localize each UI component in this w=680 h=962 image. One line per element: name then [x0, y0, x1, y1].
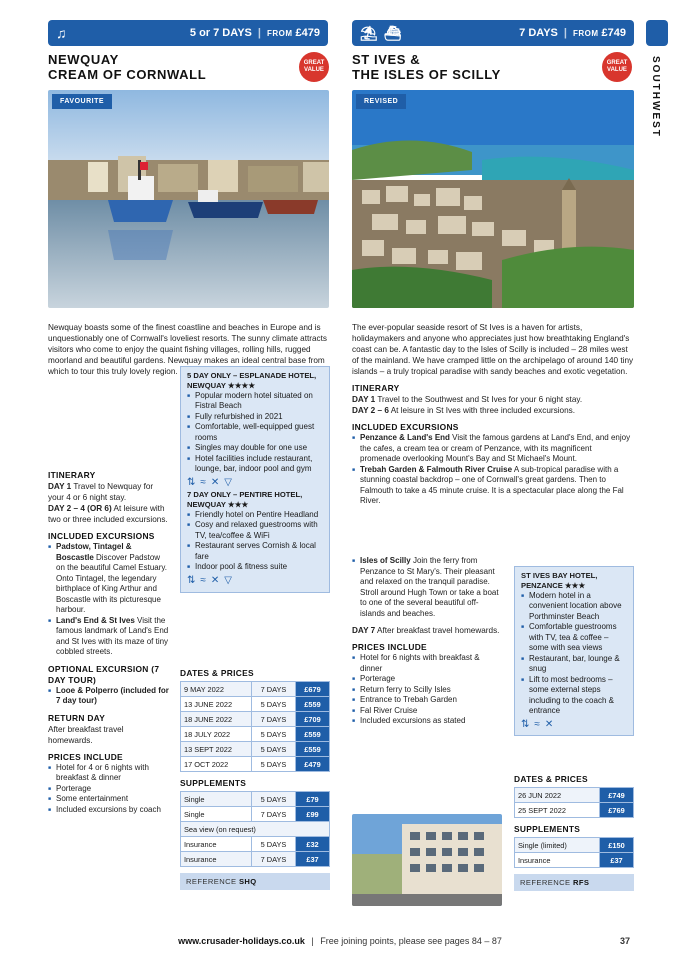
table-row: Single 7 DAYS £99 — [181, 807, 330, 822]
right-price: £749 — [601, 27, 626, 39]
restaurant-icon: ✕ — [210, 574, 220, 586]
beach-icon: ⛱ — [360, 24, 378, 41]
table-row: 18 JULY 2022 5 DAYS £559 — [181, 727, 330, 742]
right-intro: The ever-popular seaside resort of St Ives is a haven for artists, holidaymakers and anyone who appreciates just how breathtaking England's coast can be. A fantastic day to the Isles of Scilly is included – 28 miles west of the mainland. We have cramped little on the archipelago of around 140 tiny islands – a truly tropical paradise with sandy beaches and exotic vegetation. ITINERARY DAY 1 Travel to the Southwest and St Ives for your 6 night stay. DAY 2 – 6 At leisure in St Ives with three included excursions. INCLUDED EXCURSIONS ■ Penzance & Land's End Visit the famous gardens at Land's End, and enjoy the cafes, a cream tea or cream of Penzance, with its magnificent promenade overlooking Mount's Bay and St Michael's Mount. ■ Trebah Garden & Falmouth River Cruise A sub-tropical paradise with a stunning coastal backdrop – one of Cornwall's great gardens. Then to Falmouth to take a 45 minute cruise. It is a spectacular place along the Fal River. — [352, 322, 634, 507]
table-row: Insurance £37 — [515, 853, 634, 868]
left-intro-top: Newquay boasts some of the finest coastline and beaches in Europe and is unquestionably one of Cornwall's loveliest resorts. The sunny climate attracts visitors who come to enjoy the quaint fishing villages, rolling hills, rugged moorland and beautiful gardens. Newquay makes an ideal central base from which to tour this truly lovely region. — [48, 323, 328, 376]
left-price: £479 — [295, 27, 320, 39]
left-days: 5 or 7 DAYS — [189, 27, 252, 39]
left-favourite-tag: FAVOURITE — [52, 94, 112, 109]
table-row: Insurance 5 DAYS £32 — [181, 837, 330, 852]
left-header-bar: ♫ 5 or 7 DAYS | FROM £479 — [48, 20, 328, 46]
table-row: 26 JUN 2022 £749 — [515, 788, 634, 803]
table-row: Single (limited) £150 — [515, 838, 634, 853]
table-row: 13 SEPT 2022 5 DAYS £559 — [181, 742, 330, 757]
right-title: ST IVES & THE ISLES OF SCILLY — [352, 52, 501, 82]
table-row: Single 5 DAYS £79 — [181, 792, 330, 807]
right-dates-prices: DATES & PRICES 26 JUN 2022 £749 25 SEPT 2022 £769 SUPPLEMENTS Single (limited) £150 Insurance £37 REFERENCE RFS — [514, 774, 634, 891]
footer-text: Free joining points, please see pages 84 – 87 — [320, 936, 502, 946]
left-reference: REFERENCE SHQ — [180, 873, 330, 890]
right-reference: REFERENCE RFS — [514, 874, 634, 891]
left-prices-include-heading: PRICES INCLUDE — [48, 751, 123, 762]
pool-icon: ≈ — [200, 574, 206, 586]
music-icon: ♫ — [56, 25, 67, 41]
hotel1-title: 5 DAY ONLY – ESPLANADE HOTEL, NEWQUAY ★★★★ — [187, 371, 317, 390]
table-row: 18 JUNE 2022 7 DAYS £709 — [181, 712, 330, 727]
table-row: 17 OCT 2022 5 DAYS £479 — [181, 757, 330, 772]
restaurant-icon: ✕ — [210, 476, 220, 488]
lift-icon: ⇅ — [521, 718, 530, 730]
left-hotel-box: 5 DAY ONLY – ESPLANADE HOTEL, NEWQUAY ★★★★ ■ Popular modern hotel situated on Fistral Beach ■ Fully refurbished in 2021 ■ Comfortable, well-equipped guest rooms ■ Singles may double for one use ■ Hotel facilities include restaurant, lounge, bar, indoor pool and gym ⇅ ≈ ✕ ▽ 7 DAY ONLY – PENTIRE HOTEL, NEWQUAY ★★★ ■ Friendly hotel on Pentire Headland ■ Cosy and relaxed guestrooms with TV, tea/coffee & WiFi ■ Restaurant serves Cornish & local fare ■ Indoor pool & fitness suite ⇅ ≈ ✕ ▽ — [180, 366, 330, 593]
right-text-lower: ■ Isles of Scilly Join the ferry from Penzance to St Mary's. Their pleasant and relaxed on the tranquil paradise. Stroll around Hugh Town or take a boat to one of the several beautiful off-islands and beaches. DAY 7 After breakfast travel homewards. PRICES INCLUDE ■ Hotel for 6 nights with breakfast & dinner ■ Porterage ■ Return ferry to Scilly Isles ■ Entrance to Trebah Garden ■ Fal River Cruise ■ Included excursions as stated — [352, 556, 502, 727]
page-number: 37 — [620, 936, 631, 946]
ferry-icon: ⛴ — [383, 24, 402, 41]
right-great-value-badge: GREAT VALUE — [602, 52, 632, 82]
table-row: 9 MAY 2022 7 DAYS £679 — [181, 682, 330, 697]
left-from-label: FROM — [266, 28, 293, 38]
right-revised-tag: REVISED — [356, 94, 406, 109]
left-return-heading: RETURN DAY — [48, 712, 106, 723]
footer: www.crusader-holidays.co.uk | Free joining points, please see pages 84 – 87 — [178, 936, 502, 946]
left-optional-heading: OPTIONAL EXCURSION (7 DAY TOUR) — [48, 663, 160, 685]
left-excursions-heading: INCLUDED EXCURSIONS — [48, 531, 155, 541]
hotel2-title: 7 DAY ONLY – PENTIRE HOTEL, NEWQUAY ★★★ — [187, 490, 303, 510]
right-days: 7 DAYS — [519, 27, 558, 39]
restaurant-icon: ✕ — [544, 718, 554, 730]
right-hotel-box: ST IVES BAY HOTEL, PENZANCE ★★★ ■ Modern hotel in a convenient location above Porthminster Beach ■ Comfortable guestrooms with TV, tea & coffee – some with sea views ■ Restaurant, bar, lounge & snug ■ Lift to most bedrooms – some external steps including to the coach & entrance ⇅ ≈ ✕ — [514, 566, 634, 736]
st-ives-bay-photo — [352, 90, 634, 308]
region-label: SOUTHWEST — [650, 56, 661, 138]
table-row: Sea view (on request) — [181, 822, 330, 837]
left-great-value-badge: GREAT VALUE — [299, 52, 329, 82]
bar-icon: ▽ — [224, 476, 232, 488]
bar-icon: ▽ — [224, 574, 232, 586]
table-row: 25 SEPT 2022 £769 — [515, 803, 634, 818]
right-prices-include-heading: PRICES INCLUDE — [352, 642, 427, 652]
table-row: Insurance 7 DAYS £37 — [181, 852, 330, 867]
right-header-bar: ⛱ ⛴ 7 DAYS | FROM £749 — [352, 20, 634, 46]
lift-icon: ⇅ — [187, 574, 196, 586]
table-row: 13 JUNE 2022 5 DAYS £559 — [181, 697, 330, 712]
right-excursions-heading: INCLUDED EXCURSIONS — [352, 422, 459, 432]
region-side-tab — [646, 20, 668, 46]
pool-icon: ≈ — [534, 718, 540, 730]
left-dates-prices: DATES & PRICES 9 MAY 2022 7 DAYS £679 13 JUNE 2022 5 DAYS £559 18 JUNE 2022 7 DAYS £709 18 JULY 2022 5 DAYS £559 13 SEPT 2022 5 DAYS £559 17 OCT 2022 5 DAYS £479 SUPPLEMENTS Single 5 DAYS £79 Single 7 DAYS £99 Sea view (on request) Insurance 5 DAYS £32 Insurance 7 DAYS £37 REFERENCE SHQ — [180, 668, 330, 890]
hotel-building-photo — [352, 814, 502, 906]
lift-icon: ⇅ — [187, 476, 196, 488]
newquay-harbour-photo — [48, 90, 329, 308]
right-from-label: FROM — [572, 28, 599, 38]
left-itinerary-heading: ITINERARY — [48, 470, 96, 480]
footer-url[interactable]: www.crusader-holidays.co.uk — [178, 936, 305, 946]
right-hotel-title: ST IVES BAY HOTEL, PENZANCE ★★★ — [521, 571, 598, 590]
pool-icon: ≈ — [200, 476, 206, 488]
right-itinerary-heading: ITINERARY — [352, 383, 400, 393]
left-text-column: ITINERARY DAY 1 Travel to Newquay for your 4 or 6 night stay. DAY 2 – 4 (OR 6) At leisure with two or three included excursions. INCLUDED EXCURSIONS ■ Padstow, Tintagel & Boscastle Discover Padstow on the beautiful Camel Estuary. Onto Tintagel, the legendary birthplace of King Arthur and Boscastle with its picturesque harbour. ■ Land's End & St Ives Visit the famous landmark of Land's End and St Ives with its maze of tiny cobbled streets. OPTIONAL EXCURSION (7 DAY TOUR) ■ Looe & Polperro (included for 7 day tour) RETURN DAY After breakfast travel homewards. PRICES INCLUDE ■ Hotel for 4 or 6 nights with breakfast & dinner ■ Porterage ■ Some entertainment ■ Included excursions by coach — [48, 464, 170, 815]
left-title: NEWQUAY CREAM OF CORNWALL — [48, 52, 207, 82]
